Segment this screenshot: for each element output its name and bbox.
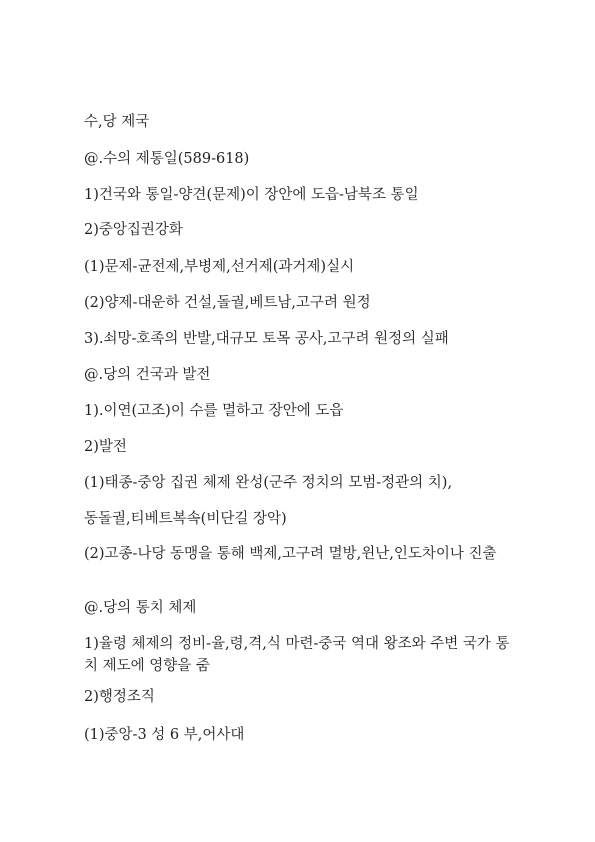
text-line: 1).이연(고조)이 수를 멸하고 장안에 도읍 xyxy=(84,403,344,419)
text-line: (2)양제-대운하 건설,돌궐,베트남,고구려 원정 xyxy=(84,295,371,311)
text-line: (1)태종-중앙 집권 체제 완성(군주 정치의 모범-정관의 치), xyxy=(84,475,453,491)
text-paragraph: (2)고종-나당 동맹을 통해 백제,고구려 멸방,윈난,인도차이나 진출 xyxy=(84,546,497,562)
doc-title: 수,당 제국 xyxy=(84,114,150,130)
text-line: (1)중앙-3 성 6 부,어사대 xyxy=(84,727,245,743)
text-line: 2)발전 xyxy=(84,439,127,455)
text-line: 2)중앙집권강화 xyxy=(84,222,183,238)
text-line: 1)건국와 통일-양견(문제)이 장안에 도읍-남북조 통일 xyxy=(84,187,419,203)
text-line: (1)문제-균전제,부병제,선거제(과거제)실시 xyxy=(84,259,355,275)
section-heading-tang-governance: @.당의 통치 체제 xyxy=(84,600,197,616)
text-line: 동돌궐,티베트복속(비단길 장악) xyxy=(84,511,287,527)
text-line: 2)행정조직 xyxy=(84,689,155,705)
section-heading-tang-founding: @.당의 건국과 발전 xyxy=(84,367,211,383)
section-heading-sui: @.수의 제통일(589-618) xyxy=(84,151,250,167)
text-line: 3).쇠망-호족의 반발,대규모 토목 공사,고구려 원정의 실패 xyxy=(84,331,449,347)
text-paragraph: 1)율령 체제의 정비-율,령,격,식 마련-중국 역대 왕조와 주변 국가 통치 제도에 영향을 줌 xyxy=(84,636,510,674)
